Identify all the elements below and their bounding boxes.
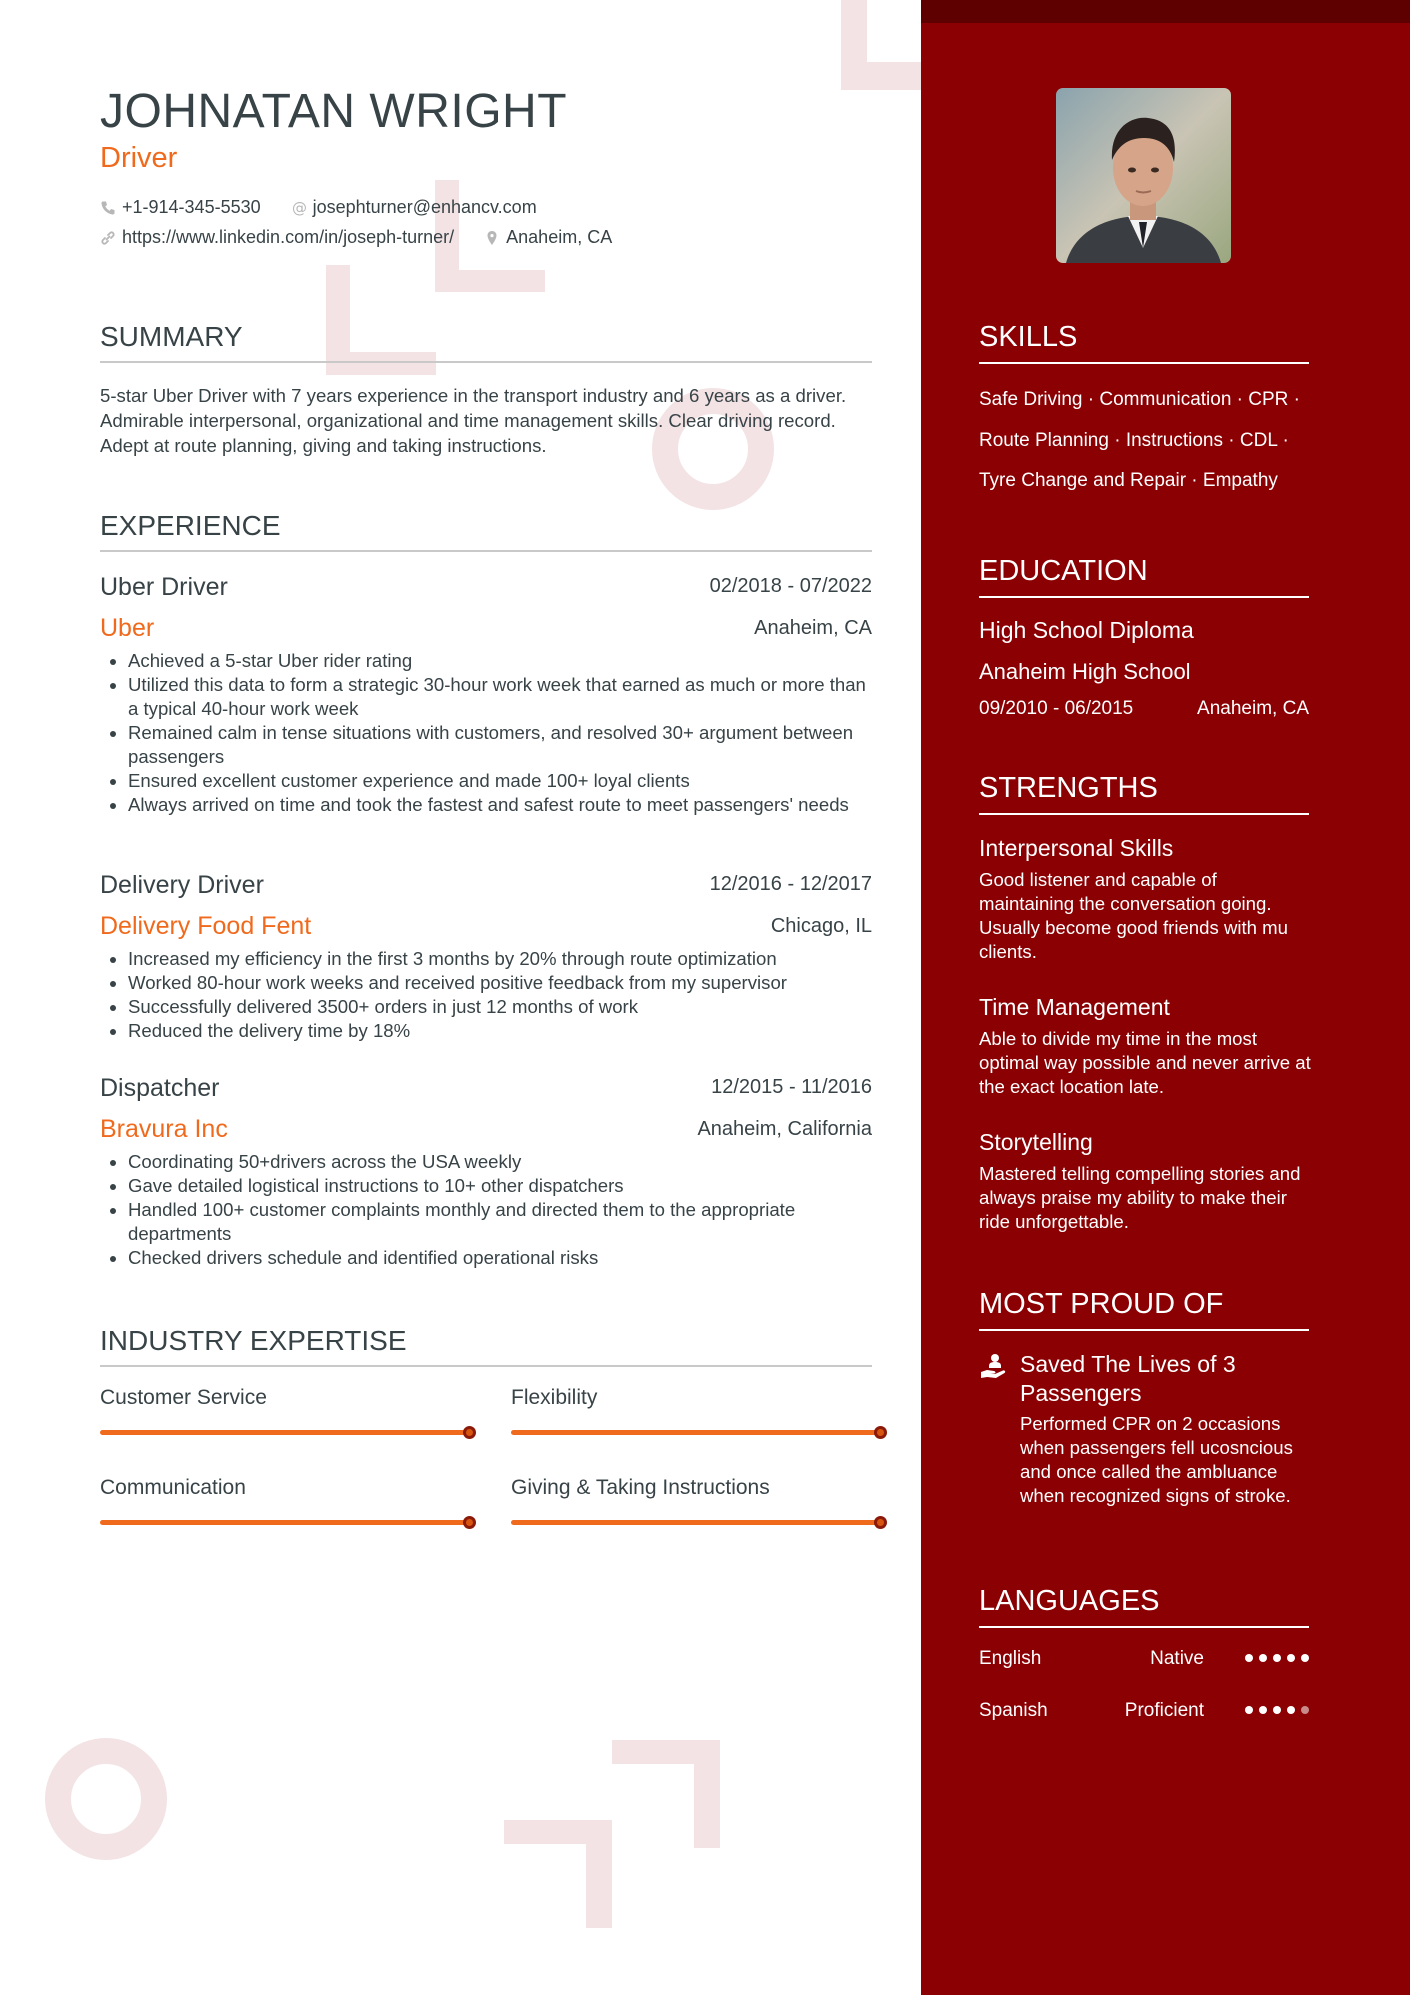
job-location: Chicago, IL — [770, 915, 872, 937]
job-entry — [100, 1074, 872, 1270]
job-bullet: • Remained calm in tense situations with customers, and resolved 30+ argument between passengers — [128, 721, 872, 769]
contact-row — [100, 227, 612, 248]
decor-shape — [586, 1820, 612, 1928]
expertise-bar — [100, 1430, 470, 1435]
job-bullet: • Achieved a 5-star Uber rider rating — [128, 649, 872, 673]
job-bullet: • Checked drivers schedule and identified operational risks — [128, 1246, 872, 1270]
decor-shape — [435, 270, 545, 292]
candidate-name: JOHNATAN WRIGHT — [100, 85, 568, 138]
skill-tag: Route Planning — [979, 429, 1109, 451]
job-entry — [100, 573, 872, 817]
location-text: Anaheim, CA — [506, 227, 613, 247]
expertise-bar — [511, 1430, 881, 1435]
location — [484, 227, 612, 248]
job-company: Uber — [100, 614, 155, 642]
expertise-label: Giving & Taking Instructions — [511, 1476, 770, 1499]
skill-tag: Instructions — [1125, 429, 1223, 451]
job-bullets — [100, 1150, 872, 1270]
level-dot — [1301, 1706, 1309, 1714]
job-location: Anaheim, CA — [754, 617, 872, 639]
education-heading: EDUCATION — [979, 555, 1309, 598]
expertise-bar-handle — [463, 1516, 476, 1529]
job-bullets — [100, 947, 872, 1043]
decor-shape — [694, 1740, 720, 1848]
strength-title: Interpersonal Skills — [979, 835, 1174, 861]
linkedin-link[interactable] — [100, 227, 454, 248]
summary-heading: SUMMARY — [100, 321, 872, 363]
profile-photo — [1056, 88, 1231, 263]
expertise-bar-handle — [874, 1426, 887, 1439]
strength-desc: Good listener and capable of maintaining the conversation going. Usually become good friends with mu clients. — [979, 869, 1289, 962]
skills-list: Safe Driving · Communication · CPR · Route Planning · Instructions · CDL · Tyre Change and Repair · Empathy — [979, 389, 1301, 491]
linkedin-text: https://www.linkedin.com/in/joseph-turner/ — [122, 227, 455, 247]
job-company: Bravura Inc — [100, 1115, 228, 1143]
proud-title: Saved The Lives of 3 Passengers — [1020, 1351, 1236, 1406]
education-school: Anaheim High School — [979, 659, 1191, 684]
level-dot — [1273, 1654, 1281, 1662]
language-level: Proficient — [1124, 1700, 1204, 1721]
skill-tag: CDL — [1239, 429, 1278, 451]
contact-row — [100, 197, 537, 218]
level-dot — [1273, 1706, 1281, 1714]
expertise-label: Customer Service — [100, 1386, 267, 1409]
level-dot — [1259, 1706, 1267, 1714]
link-icon — [100, 230, 116, 246]
education-dates: 09/2010 - 06/2015 — [979, 698, 1134, 719]
skill-tag: Tyre Change and Repair — [979, 470, 1187, 491]
phone-icon — [100, 200, 116, 216]
expertise-label: Flexibility — [511, 1386, 598, 1409]
education-degree: High School Diploma — [979, 617, 1194, 643]
at-icon — [291, 200, 307, 216]
expertise-label: Communication — [100, 1476, 246, 1499]
job-bullets — [100, 649, 872, 817]
expertise-bar-handle — [874, 1516, 887, 1529]
job-dates: 02/2018 - 07/2022 — [709, 575, 872, 597]
skill-tag: Empathy — [1202, 470, 1278, 491]
skill-tag: Safe Driving — [979, 389, 1083, 410]
job-title: Delivery Driver — [100, 871, 264, 899]
email[interactable] — [291, 197, 537, 218]
job-title: Uber Driver — [100, 573, 228, 601]
level-dot — [1245, 1706, 1253, 1714]
phone-text: +1-914-345-5530 — [122, 197, 261, 217]
job-bullet: • Increased my efficiency in the first 3 months by 20% through route optimization — [128, 947, 872, 971]
education-location: Anaheim, CA — [1197, 698, 1309, 719]
job-bullet: • Ensured excellent customer experience and made 100+ loyal clients — [128, 769, 872, 793]
job-bullet: • Handled 100+ customer complaints monthly and directed them to the appropriate departments — [128, 1198, 872, 1246]
job-bullet: • Gave detailed logistical instructions to 10+ other dispatchers — [128, 1174, 872, 1198]
decor-shape — [867, 0, 921, 62]
expertise-bar — [100, 1520, 470, 1525]
level-dot — [1259, 1654, 1267, 1662]
job-bullet: • Always arrived on time and took the fastest and safest route to meet passengers' needs — [128, 793, 872, 817]
candidate-role: Driver — [100, 142, 178, 174]
strength-desc: Able to divide my time in the most optimal way possible and never arrive at the exact location late. — [979, 1028, 1311, 1097]
skill-tag: Communication — [1099, 389, 1232, 410]
strength-desc: Mastered telling compelling stories and always praise my ability to make their ride unforgettable. — [979, 1163, 1301, 1232]
job-company: Delivery Food Fent — [100, 912, 312, 940]
level-dot — [1245, 1654, 1253, 1662]
location-pin-icon — [484, 230, 500, 246]
job-dates: 12/2015 - 11/2016 — [711, 1076, 872, 1098]
job-bullet: • Coordinating 50+drivers across the USA weekly — [128, 1150, 872, 1174]
language-name: Spanish — [979, 1700, 1048, 1721]
level-dot — [1287, 1654, 1295, 1662]
experience-heading: EXPERIENCE — [100, 510, 872, 552]
strength-title: Storytelling — [979, 1129, 1093, 1155]
proud-desc: Performed CPR on 2 occasions when passengers fell ucosncious and once called the ambluance when recognized signs of stroke. — [1020, 1413, 1293, 1506]
language-dots — [1245, 1706, 1309, 1714]
job-bullet: • Successfully delivered 3500+ orders in just 12 months of work — [128, 995, 872, 1019]
strength-item — [979, 835, 1314, 964]
job-location: Anaheim, California — [697, 1118, 872, 1140]
proud-heading: MOST PROUD OF — [979, 1288, 1309, 1331]
expertise-item — [100, 1476, 470, 1525]
level-dot — [1301, 1654, 1309, 1662]
job-title: Dispatcher — [100, 1074, 220, 1102]
strength-item — [979, 1129, 1314, 1234]
sidebar — [921, 0, 1410, 1995]
svg-text:@: @ — [291, 199, 307, 216]
expertise-item — [511, 1476, 881, 1525]
skill-tag: CPR — [1248, 389, 1289, 410]
proud-item — [1020, 1350, 1320, 1508]
strength-item — [979, 994, 1314, 1099]
language-level: Native — [1150, 1648, 1204, 1669]
job-bullet: • Reduced the delivery time by 18% — [128, 1019, 872, 1043]
expertise-item — [511, 1386, 881, 1435]
skills-heading: SKILLS — [979, 321, 1309, 364]
strengths-heading: STRENGTHS — [979, 772, 1309, 815]
job-bullet: • Utilized this data to form a strategic 30-hour work week that earned as much or more than a typical 40-hour work week — [128, 673, 872, 721]
avatar — [1056, 88, 1231, 263]
language-name: English — [979, 1648, 1042, 1669]
expertise-item — [100, 1386, 470, 1435]
strength-title: Time Management — [979, 994, 1170, 1020]
email-text: josephturner@enhancv.com — [312, 197, 537, 217]
expertise-bar — [511, 1520, 881, 1525]
expertise-bar-handle — [463, 1426, 476, 1439]
expertise-heading: INDUSTRY EXPERTISE — [100, 1325, 872, 1367]
decor-ring — [45, 1738, 167, 1860]
phone[interactable] — [100, 197, 261, 218]
sidebar-top-band — [921, 0, 1410, 23]
helping-hand-icon — [979, 1352, 1007, 1380]
language-dots — [1245, 1654, 1309, 1662]
job-bullet: • Worked 80-hour work weeks and received positive feedback from my supervisor — [128, 971, 872, 995]
level-dot — [1287, 1706, 1295, 1714]
languages-heading: LANGUAGES — [979, 1585, 1309, 1628]
job-entry — [100, 871, 872, 1043]
summary-text: 5-star Uber Driver with 7 years experience in the transport industry and 6 years as a driver. Admirable interpersonal, organizational and time management skills. Clear driving record. Adept at route planning, giving and taking instructions. — [100, 385, 847, 456]
job-dates: 12/2016 - 12/2017 — [709, 873, 872, 895]
